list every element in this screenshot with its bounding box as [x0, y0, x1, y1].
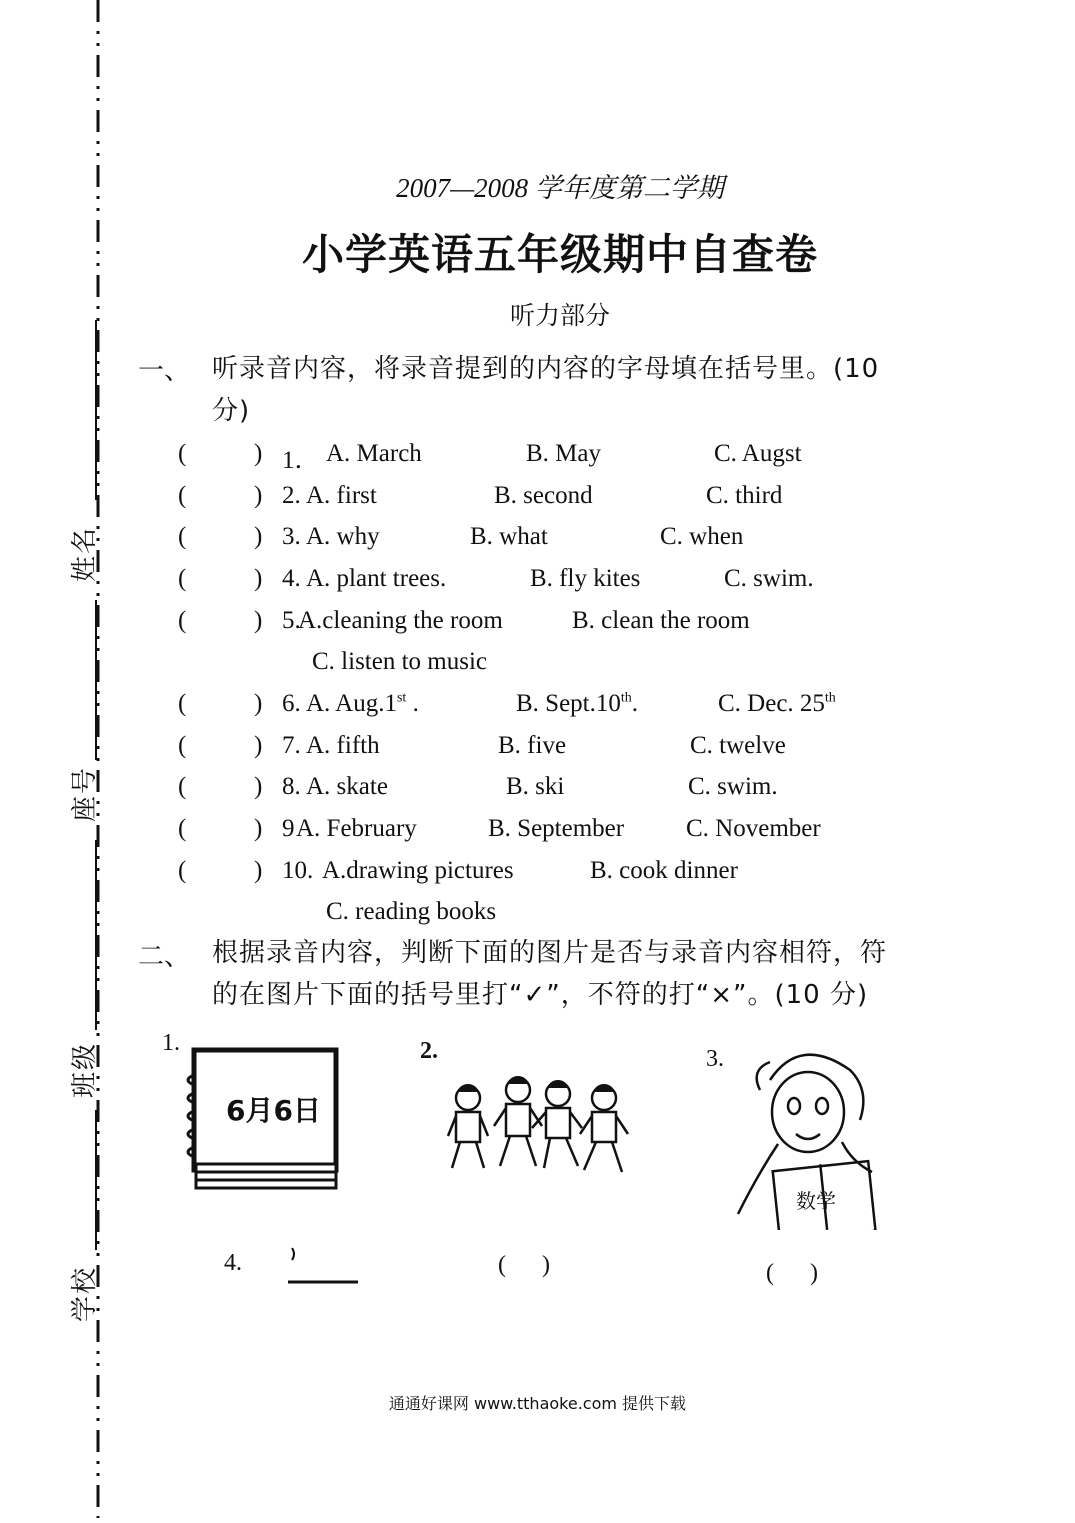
option-b	[526, 440, 601, 468]
school-label: 学校	[70, 1265, 100, 1322]
picture-3-answer-brackets[interactable]: ( )	[766, 1260, 818, 1286]
answer-paren-left[interactable]: (	[178, 732, 187, 759]
children-picture	[446, 1072, 636, 1192]
answer-paren-right: )	[254, 857, 263, 884]
option-c	[718, 690, 836, 718]
option-text: A. March	[326, 440, 422, 467]
book-cover-text: 数学	[796, 1189, 836, 1213]
exam-title: 小学英语五年级期中自查卷	[301, 230, 818, 279]
option-b	[572, 607, 750, 635]
option-a	[306, 773, 388, 801]
option-c	[312, 648, 487, 676]
option-text: B. second	[494, 482, 593, 509]
item-number: 8.	[282, 773, 301, 800]
answer-paren-left[interactable]: (	[178, 523, 187, 550]
answer-paren-left[interactable]: (	[178, 565, 187, 592]
answer-paren-left[interactable]: (	[178, 857, 187, 884]
q2-instruction-line2: 的在图片下面的括号里打“✓”，不符的打“×”。(10 分)	[212, 980, 869, 1010]
item-number: 1．	[282, 447, 320, 474]
item-number: 7.	[282, 732, 301, 759]
answer-paren-right: )	[254, 440, 263, 467]
ordinal-suffix: th	[824, 690, 836, 706]
answer-paren-left[interactable]: (	[178, 690, 187, 717]
q1-instruction-line2: 分)	[212, 396, 251, 426]
item-number: 2.	[282, 482, 301, 509]
calendar-date-text: 6月6日	[226, 1094, 321, 1127]
answer-paren-right: )	[254, 607, 263, 634]
answer-paren-right: )	[254, 523, 263, 550]
option-text: B. May	[526, 440, 601, 467]
answer-paren-left[interactable]: (	[178, 440, 187, 467]
answer-paren-left[interactable]: (	[178, 607, 187, 634]
option-tail: .	[631, 690, 639, 717]
answer-paren-left[interactable]: (	[178, 815, 187, 842]
answer-paren-right: )	[254, 565, 263, 592]
option-text: A. fifth	[306, 732, 380, 759]
calendar-picture	[186, 1046, 346, 1196]
item-number: 10.	[282, 857, 314, 884]
picture-1-label: 1.	[162, 1030, 180, 1056]
option-c	[686, 815, 821, 843]
option-a	[306, 732, 380, 760]
picture-3-label: 3.	[706, 1046, 724, 1072]
answer-paren-left[interactable]: (	[178, 773, 187, 800]
answer-paren-right: )	[254, 482, 263, 509]
option-text: C. swim.	[688, 773, 778, 800]
option-c	[326, 898, 496, 926]
seat-number-label: 座号	[70, 765, 100, 822]
option-b	[530, 565, 640, 593]
option-text: A. why	[306, 523, 380, 550]
q1-number: 一、	[138, 356, 191, 386]
option-c	[714, 440, 802, 468]
option-text: A. February	[296, 815, 417, 842]
option-text: B. September	[488, 815, 625, 842]
option-text: A. skate	[306, 773, 388, 800]
item-number: 4.	[282, 565, 301, 592]
option-text: A. first	[306, 482, 377, 509]
option-a	[322, 857, 514, 885]
section-title: 听力部分	[509, 301, 610, 330]
option-text: C. third	[706, 482, 783, 509]
option-c	[690, 732, 786, 760]
ordinal-suffix: th	[620, 690, 632, 706]
option-text: C. reading books	[326, 898, 497, 925]
option-text: C. Augst	[714, 440, 802, 467]
option-tail: .	[406, 690, 419, 717]
option-c	[660, 523, 743, 551]
girl-with-book-picture	[730, 1040, 880, 1230]
answer-paren-right: )	[254, 815, 263, 842]
picture-2-answer-brackets[interactable]: ( )	[498, 1252, 550, 1278]
term-subtitle: 2007—2008 学年度第二学期	[396, 173, 724, 203]
option-a	[296, 815, 417, 843]
option-text: A. Aug.1	[306, 690, 397, 717]
answer-paren-right: )	[254, 690, 263, 717]
picture-2-label: 2.	[420, 1038, 438, 1064]
class-label: 班级	[70, 1041, 100, 1098]
option-a	[306, 523, 380, 551]
option-text: B. fly kites	[530, 565, 641, 592]
option-a	[326, 440, 422, 468]
option-text: B. what	[470, 523, 548, 550]
q1-instruction-line1: 听录音内容，将录音提到的内容的字母填在括号里。(10	[212, 354, 880, 384]
option-b	[470, 523, 548, 551]
option-text: C. Dec. 25	[718, 690, 825, 717]
option-c	[688, 773, 778, 801]
option-a	[306, 690, 419, 718]
name-label: 姓名	[70, 525, 100, 582]
footer-credit: 通通好课网 www.tthaoke.com 提供下载	[388, 1394, 687, 1413]
option-text: B. ski	[506, 773, 565, 800]
option-text: B. clean the room	[572, 607, 750, 634]
option-c	[706, 482, 782, 510]
option-b	[488, 815, 624, 843]
answer-paren-right: )	[254, 732, 263, 759]
option-text: B. Sept.10	[516, 690, 621, 717]
option-b	[506, 773, 564, 801]
option-text: C. November	[686, 815, 821, 842]
option-text: C. swim.	[724, 565, 814, 592]
option-b	[498, 732, 566, 760]
item-number: 9	[282, 815, 295, 842]
option-text: C. when	[660, 523, 744, 550]
option-text: C. listen to music	[312, 648, 487, 675]
ordinal-suffix: st	[396, 690, 407, 706]
option-text: A.cleaning the room	[298, 607, 503, 634]
option-a	[306, 482, 377, 510]
option-text: A.drawing pictures	[322, 857, 514, 884]
option-b	[494, 482, 593, 510]
option-text: B. five	[498, 732, 567, 759]
option-text: B. cook dinner	[590, 857, 738, 884]
option-b	[590, 857, 738, 885]
q2-instruction-line1: 根据录音内容，判断下面的图片是否与录音内容相符，符	[212, 938, 888, 968]
item-number: 3.	[282, 523, 301, 550]
answer-paren-left[interactable]: (	[178, 482, 187, 509]
answer-paren-right: )	[254, 773, 263, 800]
item-number: 5.	[282, 607, 301, 634]
option-b	[516, 690, 638, 718]
option-a	[298, 607, 503, 635]
option-text: A. plant trees.	[306, 565, 447, 592]
q2-number: 二、	[138, 942, 191, 972]
option-text: C. twelve	[690, 732, 786, 759]
option-c	[724, 565, 814, 593]
picture-4-label: 4.	[224, 1250, 242, 1276]
option-a	[306, 565, 446, 593]
picture-4-fragment	[284, 1244, 364, 1288]
item-number: 6.	[282, 690, 301, 717]
